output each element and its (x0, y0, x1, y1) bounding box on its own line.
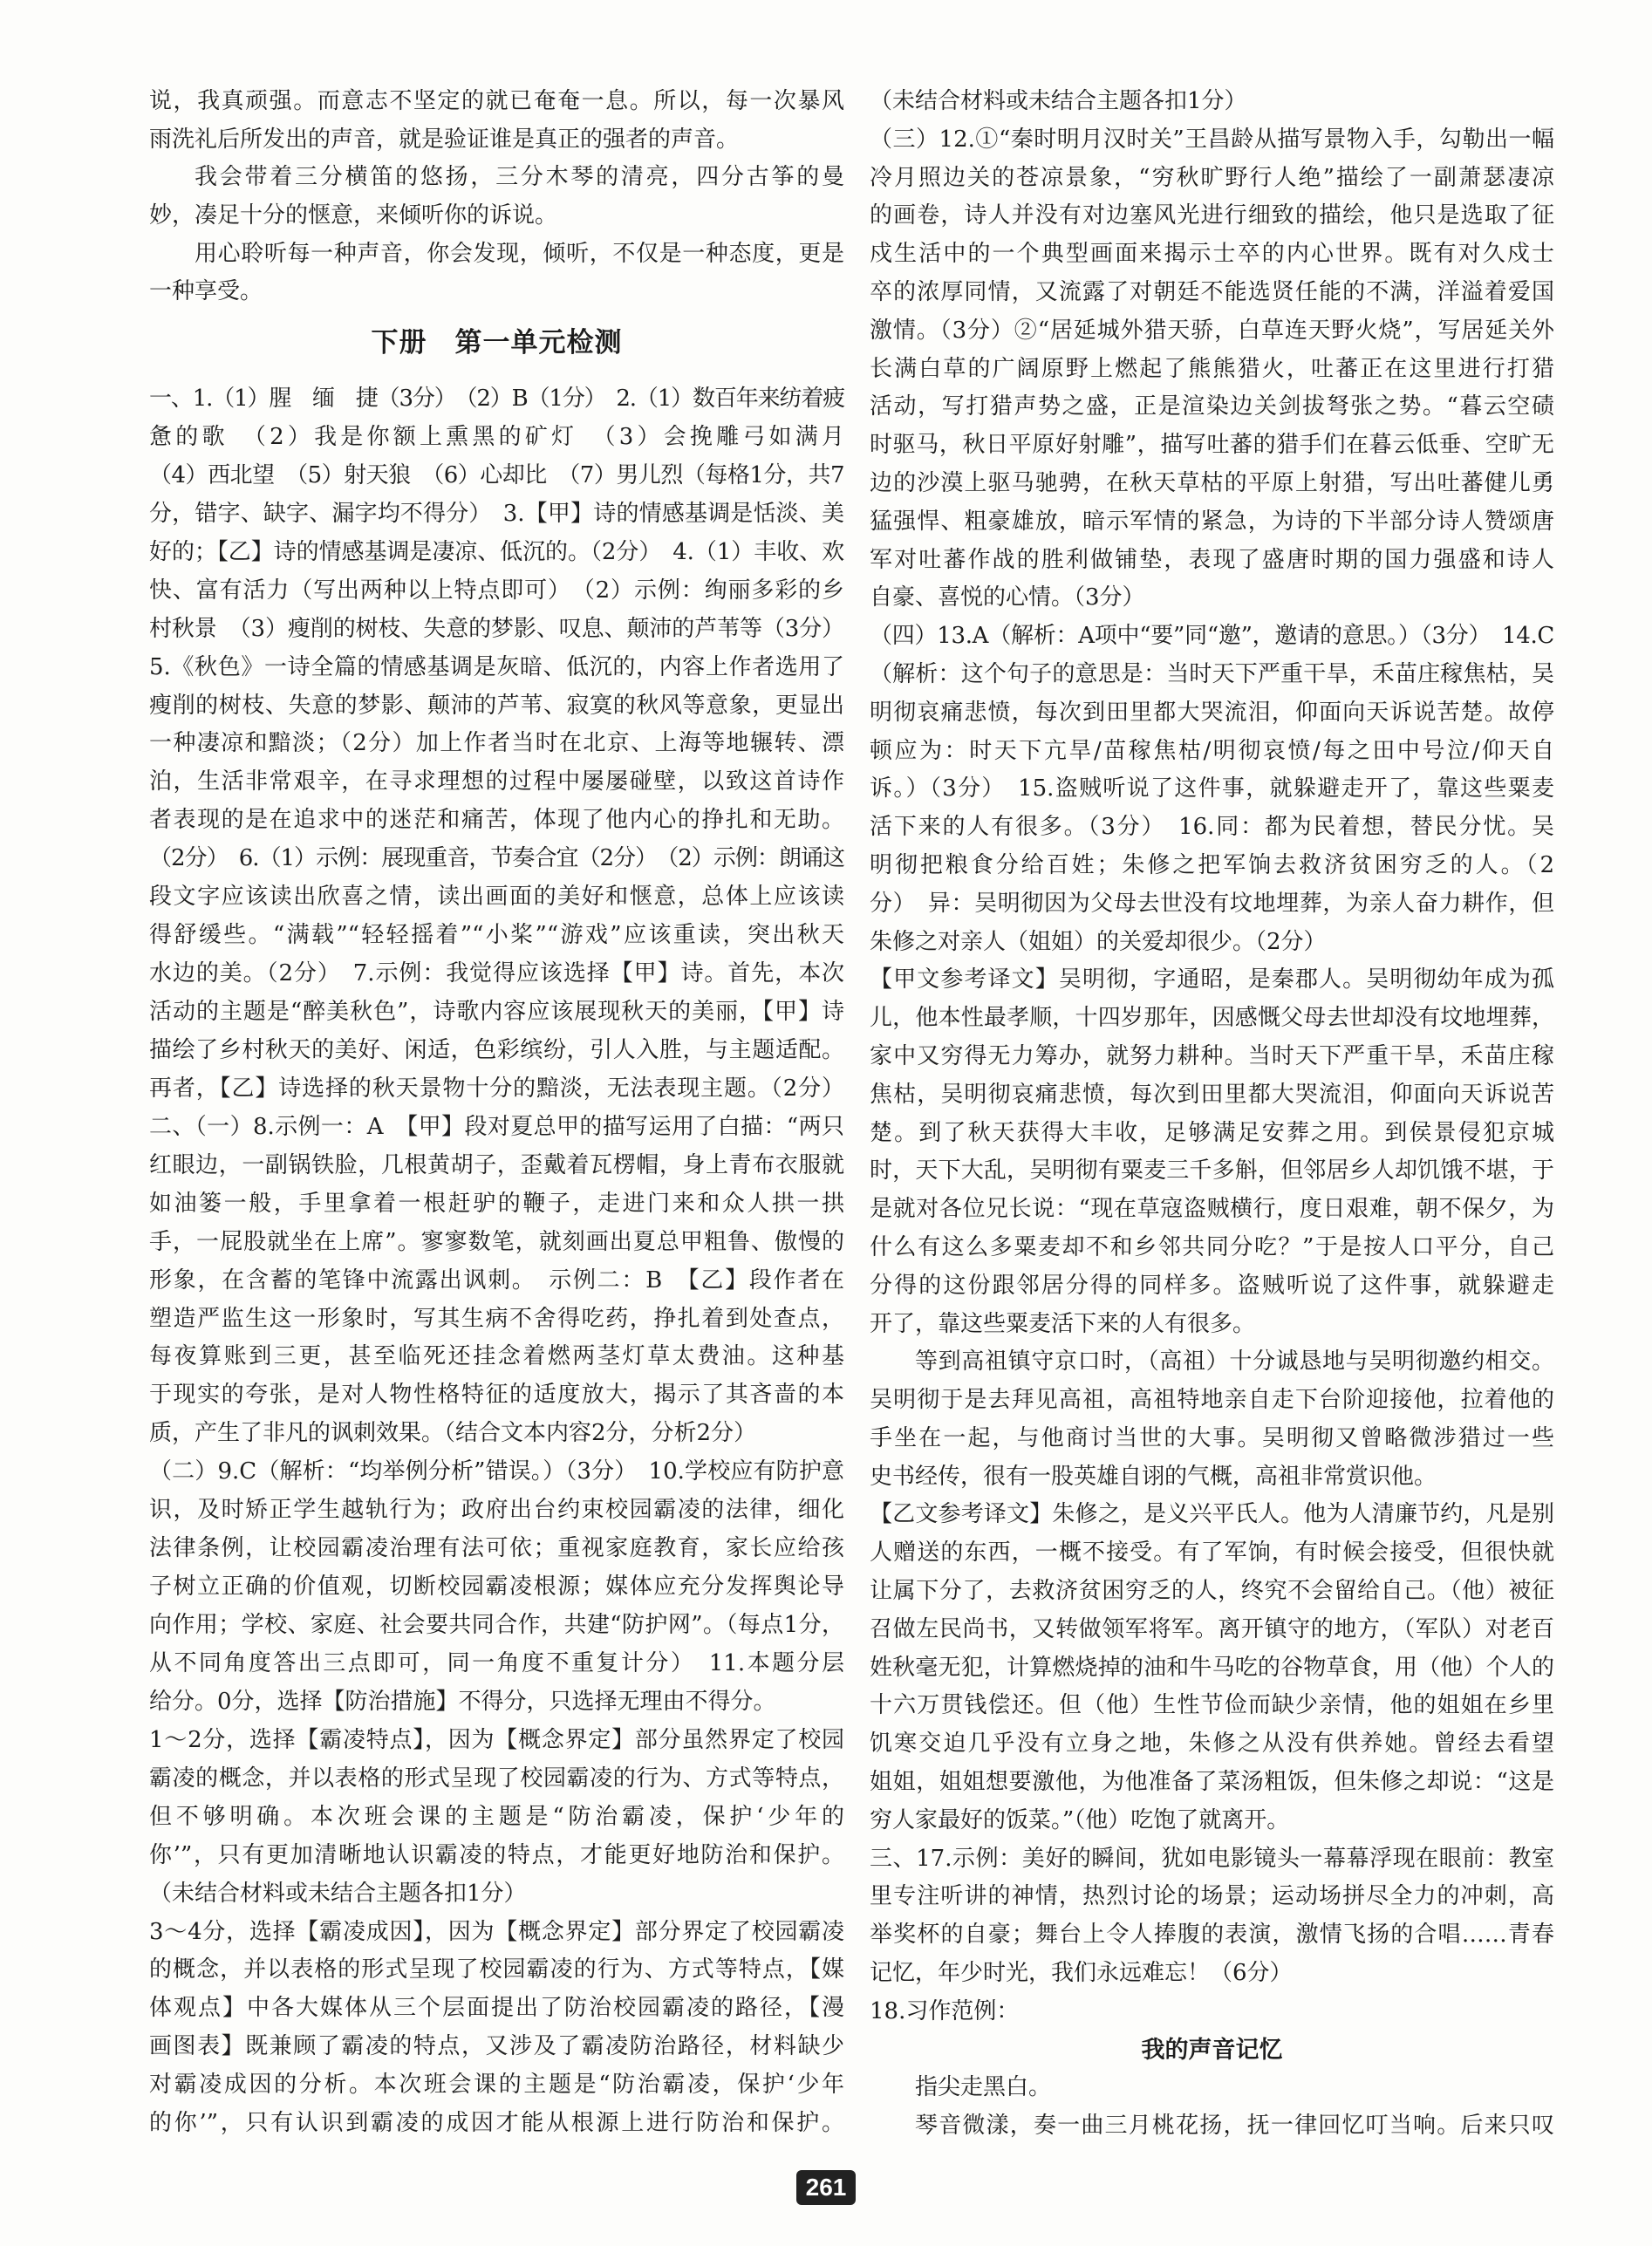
text-line: 姐姐，姐姐想要激他，为他准备了菜汤粗饭，但朱修之却说：“这是 (870, 1769, 1554, 1796)
right-column-text (870, 83, 1554, 2031)
text-line: 得舒缓些。“满载”“轻轻摇着”“小桨”“游戏”应该重读，突出秋天 (149, 922, 844, 949)
text-line: 我会带着三分横笛的悠扬，三分木琴的清亮，四分古筝的曼 (195, 164, 844, 191)
text-line: 分得的这份跟邻居分得的同样多。盗贼听说了这件事，就躲避走 (870, 1272, 1554, 1299)
text-line: 瘦削的树枝、失意的梦影、颠沛的芦苇、寂寞的秋风等意象，更显出 (149, 692, 844, 719)
text-line: 1～2分，选择【霸凌特点】，因为【概念界定】部分虽然界定了校园 (149, 1726, 844, 1753)
text-line: 泊，生活非常艰辛，在寻求理想的过程中屡屡碰壁，以致这首诗作 (149, 768, 844, 795)
text-line: 段文字应该读出欣喜之情，读出画面的美好和惬意，总体上应该读 (149, 884, 844, 911)
text-line: 姓秋毫无犯，计算燃烧掉的油和牛马吃的谷物草食，用（他）个人的 (870, 1654, 1554, 1681)
text-line: 形象，在含蓄的笔锋中流露出讽刺。 示例二：B 【乙】段作者在 (149, 1266, 844, 1294)
text-line: 说，我真顽强。而意志不坚定的就已奄奄一息。所以，每一次暴风 (149, 88, 844, 114)
text-line: 用心聆听每一种声音，你会发现，倾听，不仅是一种态度，更是 (195, 240, 844, 267)
page-number: 261 (796, 2170, 856, 2205)
text-line: 法律条例，让校园霸凌治理有法可依；重视家庭教育，家长应给孩 (149, 1535, 844, 1562)
text-line: （未结合材料或未结合主题各扣1分） (870, 88, 1247, 114)
text-line: 时，天下大乱，吴明彻有粟麦三千多斛，但邻居乡人却饥饿不堪，于 (870, 1157, 1554, 1184)
text-line: 每夜算账到三更，甚至临死还挂念着燃两茎灯草太费油。这种基 (149, 1343, 844, 1370)
text-line: 于现实的夸张，是对人物性格特征的适度放大，揭示了其吝啬的本 (149, 1382, 844, 1409)
text-line: 画图表】既兼顾了霸凌的特点，又涉及了霸凌防治路径，材料缺少 (149, 2033, 844, 2060)
text-line: 【乙文参考译文】朱修之，是义兴平氏人。他为人清廉节约，凡是别 (870, 1501, 1554, 1528)
text-line: 明彻把粮食分给百姓；朱修之把军饷去救济贫困穷乏的人。（2 (870, 851, 1554, 878)
text-line: 激情。（3分）②“居延城外猎天骄，白草连天野火烧”，写居延关外 (870, 317, 1554, 344)
text-line: （4）西北望 （5）射天狼 （6）心却比 （7）男儿烈（每格1分，共7 (149, 461, 844, 488)
text-line: 人赠送的东西，一概不接受。有了军饷，有时候会接受，但很快就 (870, 1539, 1554, 1567)
text-line: 村秋景 （3）瘦削的树枝、失意的梦影、叹息、颠沛的芦苇等（3分） (149, 615, 844, 642)
text-line: 一种享受。 (149, 278, 263, 305)
text-line: 再者，【乙】诗选择的秋天景物十分的黯淡，无法表现主题。（2分） (149, 1075, 844, 1102)
text-line: 一、1.（1）腥 缅 捷（3分） （2）B（1分） 2.（1）数百年来纺着疲 (149, 386, 844, 412)
text-line: 诉。）（3分） 15.盗贼听说了这件事，就躲避走开了，靠这些粟麦 (870, 775, 1554, 802)
essay-title: 我的声音记忆 (1141, 2036, 1283, 2064)
left-column-intro-text (149, 83, 844, 311)
text-line: 手，一屁股就坐在上席”。寥寥数笔，就刻画出夏总甲粗鲁、傲慢的 (149, 1228, 844, 1255)
text-line: 史书经传，很有一股英雄自诩的气概，高祖非常赏识他。 (870, 1463, 1437, 1490)
text-line: 指尖走黑白。 (915, 2074, 1052, 2101)
text-line: 什么有这么多粟麦却不和乡邻共同分吃？”于是按人口平分，自己 (870, 1233, 1554, 1260)
text-line: 一种凄凉和黯淡；（2分）加上作者当时在北京、上海等地辗转、漂 (149, 730, 844, 757)
text-line: 召做左民尚书，又转做领军将军。离开镇守的地方，（军队）对老百 (870, 1615, 1554, 1642)
section-heading: 下册 第一单元检测 (371, 327, 623, 358)
text-line: 里专注听讲的神情，热烈讨论的场景；运动场拼尽全力的冲刺，高 (870, 1883, 1554, 1910)
text-line: 霸凌的概念，并以表格的形式呈现了校园霸凌的行为、方式等特点， (149, 1765, 844, 1792)
text-line: 红眼边，一副锅铁脸，几根黄胡子，歪戴着瓦楞帽，身上青布衣服就 (149, 1151, 844, 1178)
text-line: （解析：这个句子的意思是：当时天下严重干旱，禾苗庄稼焦枯，吴 (870, 660, 1554, 687)
text-line: 猛强悍、粗豪雄放，暗示军情的紧急，为诗的下半部分诗人赞颂唐 (870, 508, 1554, 535)
text-line: 质，产生了非凡的讽刺效果。（结合文本内容2分，分析2分） (149, 1420, 757, 1447)
text-line: 雨洗礼后所发出的声音，就是验证谁是真正的强者的声音。 (149, 126, 740, 153)
text-line: 活下来的人有很多。（3分） 16.同：都为民着想，替民分忧。吴 (870, 814, 1554, 841)
text-line: 者表现的是在追求中的迷茫和痛苦，体现了他内心的挣扎和无助。 (149, 807, 844, 834)
text-line: 是就对各位兄长说：“现在草寇盗贼横行，度日艰难，朝不保夕，为 (870, 1196, 1554, 1223)
text-line: 时驱马，秋日平原好射雕”，描写吐蕃的猎手们在暮云低垂、空旷无 (870, 432, 1554, 459)
text-line: 从不同角度答出三点即可，同一角度不重复计分） 11.本题分层 (149, 1649, 844, 1676)
text-line: 5.《秋色》一诗全篇的情感基调是灰暗、低沉的，内容上作者选用了 (149, 653, 844, 680)
text-line: 琴音微漾，奏一曲三月桃花扬，抚一律回忆叮当响。后来只叹 (915, 2113, 1554, 2140)
text-line: 快、富有活力（写出两种以上特点即可） （2）示例：绚丽多彩的乡 (149, 577, 844, 604)
text-line: 塑造严监生这一形象时，写其生病不舍得吃药，挣扎着到处查点， (149, 1305, 844, 1332)
text-line: 饥寒交迫几乎没有立身之地，朱修之从没有供养她。曾经去看望 (870, 1731, 1554, 1758)
text-line: 识，及时矫正学生越轨行为；政府出台约束校园霸凌的法律，细化 (149, 1497, 844, 1524)
text-line: 的概念，并以表格的形式呈现了校园霸凌的行为、方式等特点，【媒 (149, 1956, 844, 1983)
text-line: （四）13.A（解析：A项中“要”同“邀”，邀请的意思。）（3分） 14.C (870, 623, 1554, 650)
text-line: 二、（一）8.示例一：A 【甲】段对夏总甲的描写运用了白描：“两只 (149, 1113, 844, 1140)
text-line: 记忆，年少时光，我们永远难忘！（6分） (870, 1960, 1293, 1987)
text-line: 活动，写打猎声势之盛，正是渲染边关剑拔弩张之势。“暮云空碛 (870, 393, 1554, 420)
text-line: 如油篓一般，手里拿着一根赶驴的鞭子，走进门来和众人拱一拱 (149, 1190, 844, 1217)
text-line: 顿应为：时天下亢旱/苗稼焦枯/明彻哀愤/每之田中号泣/仰天自 (870, 737, 1554, 764)
text-line: 分） 异：吴明彻因为父母去世没有坟地埋葬，为亲人奋力耕作，但 (870, 890, 1554, 917)
text-line: 吴明彻于是去拜见高祖，高祖特地亲自走下台阶迎接他，拉着他的 (870, 1387, 1554, 1414)
right-column-answers (870, 83, 1554, 2146)
text-line: 活动的主题是“醉美秋色”，诗歌内容应该展现秋天的美丽，【甲】诗 (149, 999, 844, 1025)
text-line: 但不够明确。本次班会课的主题是“防治霸凌，保护‘少年的 (149, 1803, 844, 1830)
text-line: （未结合材料或未结合主题各扣1分） (149, 1880, 527, 1907)
text-line: 家中又穷得无力筹办，就努力耕种。当时天下严重干旱，禾苗庄稼 (870, 1042, 1554, 1069)
text-line: 卒的浓厚同情，又流露了对朝廷不能选贤任能的不满，洋溢着爱国 (870, 278, 1554, 305)
text-line: （2分） 6.（1）示例：展现重音，节奏合宜（2分） （2）示例：朗诵这 (149, 845, 844, 872)
text-line: 分，错字、缺字、漏字均不得分） 3.【甲】诗的情感基调是恬淡、美 (149, 500, 844, 527)
text-line: 军对吐蕃作战的胜利做铺垫，表现了盛唐时期的国力强盛和诗人 (870, 546, 1554, 573)
text-line: 好的；【乙】诗的情感基调是凄凉、低沉的。（2分） 4.（1）丰收、欢 (149, 538, 844, 565)
text-line: 妙，凑足十分的惬意，来倾听你的诉说。 (149, 202, 558, 229)
text-line: 让属下分了，去救济贫困穷乏的人，终究不会留给自己。（他）被征 (870, 1578, 1554, 1605)
text-line: 你’”，只有更加清晰地认识霸凌的特点，才能更好地防治和保护。 (149, 1841, 844, 1868)
text-line: 的画卷，诗人并没有对边塞风光进行细致的描绘，他只是选取了征 (870, 202, 1554, 229)
text-line: 自豪、喜悦的心情。（3分） (870, 584, 1145, 611)
text-line: 三、17.示例：美好的瞬间，犹如电影镜头一幕幕浮现在眼前：教室 (870, 1845, 1554, 1872)
text-line: 明彻哀痛悲愤，每次到田里都大哭流泪，仰面向天诉说苦楚。故停 (870, 699, 1554, 726)
text-line: 边的沙漠上驱马驰骋，在秋天草枯的平原上射猎，写出吐蕃健儿勇 (870, 469, 1554, 496)
text-line: 18.习作范例： (870, 1997, 1020, 2024)
text-line: 冷月照边关的苍凉景象，“穷秋旷野行人绝”描绘了一副萧瑟凄凉 (870, 164, 1554, 191)
text-line: 楚。到了秋天获得大丰收，足够满足安葬之用。到侯景侵犯京城 (870, 1119, 1554, 1146)
text-line: 戍生活中的一个典型画面来揭示士卒的内心世界。既有对久戍士 (870, 241, 1554, 268)
text-line: 举奖杯的自豪；舞台上令人捧腹的表演，激情飞扬的合唱……青春 (870, 1922, 1554, 1949)
text-line: 朱修之对亲人（姐姐）的关爱却很少。（2分） (870, 928, 1327, 955)
text-line: 体观点】中各大媒体从三个层面提出了防治校园霸凌的路径，【漫 (149, 1995, 844, 2022)
text-line: 给分。0分，选择【防治措施】不得分，只选择无理由不得分。 (149, 1688, 776, 1715)
text-line: 子树立正确的价值观，切断校园霸凌根源；媒体应充分发挥舆论导 (149, 1574, 844, 1601)
text-line: 焦枯，吴明彻哀痛悲愤，每次到田里都大哭流泪，仰面向天诉说苦 (870, 1081, 1554, 1108)
text-line: 的你’”，只有认识到霸凌的成因才能从根源上进行防治和保护。 (149, 2110, 844, 2137)
left-column-answers (149, 380, 844, 2143)
text-line: 手坐在一起，与他商讨当世的大事。吴明彻又曾略微涉猎过一些 (870, 1424, 1554, 1451)
text-line: 【甲文参考译文】吴明彻，字通昭，是秦郡人。吴明彻幼年成为孤 (870, 966, 1554, 993)
text-line: 穷人家最好的饭菜。”（他）吃饱了就离开。 (870, 1806, 1290, 1833)
text-line: （三）12.①“秦时明月汉时关”王昌龄从描写景物入手，勾勒出一幅 (870, 126, 1554, 153)
essay-text (870, 2069, 1554, 2146)
text-line: 开了，靠这些粟麦活下来的人有很多。 (870, 1310, 1256, 1337)
text-line: 惫的歌 （2）我是你额上熏黑的矿灯 （3）会挽雕弓如满月 (149, 423, 844, 450)
text-line: 儿，他本性最孝顺，十四岁那年，因感慨父母去世却没有坟地埋葬， (870, 1005, 1554, 1032)
text-line: 向作用；学校、家庭、社会要共同合作，共建“防护网”。（每点1分， (149, 1612, 844, 1638)
text-line: 水边的美。（2分） 7.示例：我觉得应该选择【甲】诗。首先，本次 (149, 960, 844, 987)
text-line: 等到高祖镇守京口时，（高祖）十分诚恳地与吴明彻邀约相交。 (915, 1348, 1554, 1376)
text-line: 长满白草的广阔原野上燃起了熊熊猎火，吐蕃正在这里进行打猎 (870, 355, 1554, 382)
text-line: 十六万贯钱偿还。但（他）生性节俭而缺少亲情，他的姐姐在乡里 (870, 1692, 1554, 1719)
text-line: 对霸凌成因的分析。本次班会课的主题是“防治霸凌，保护‘少年 (149, 2072, 844, 2099)
text-line: 3～4分，选择【霸凌成因】，因为【概念界定】部分界定了校园霸凌 (149, 1918, 844, 1945)
text-line: 描绘了乡村秋天的美好、闲适，色彩缤纷，引人入胜，与主题适配。 (149, 1036, 844, 1063)
text-line: （二）9.C（解析：“均举例分析”错误。）（3分） 10.学校应有防护意 (149, 1458, 844, 1485)
